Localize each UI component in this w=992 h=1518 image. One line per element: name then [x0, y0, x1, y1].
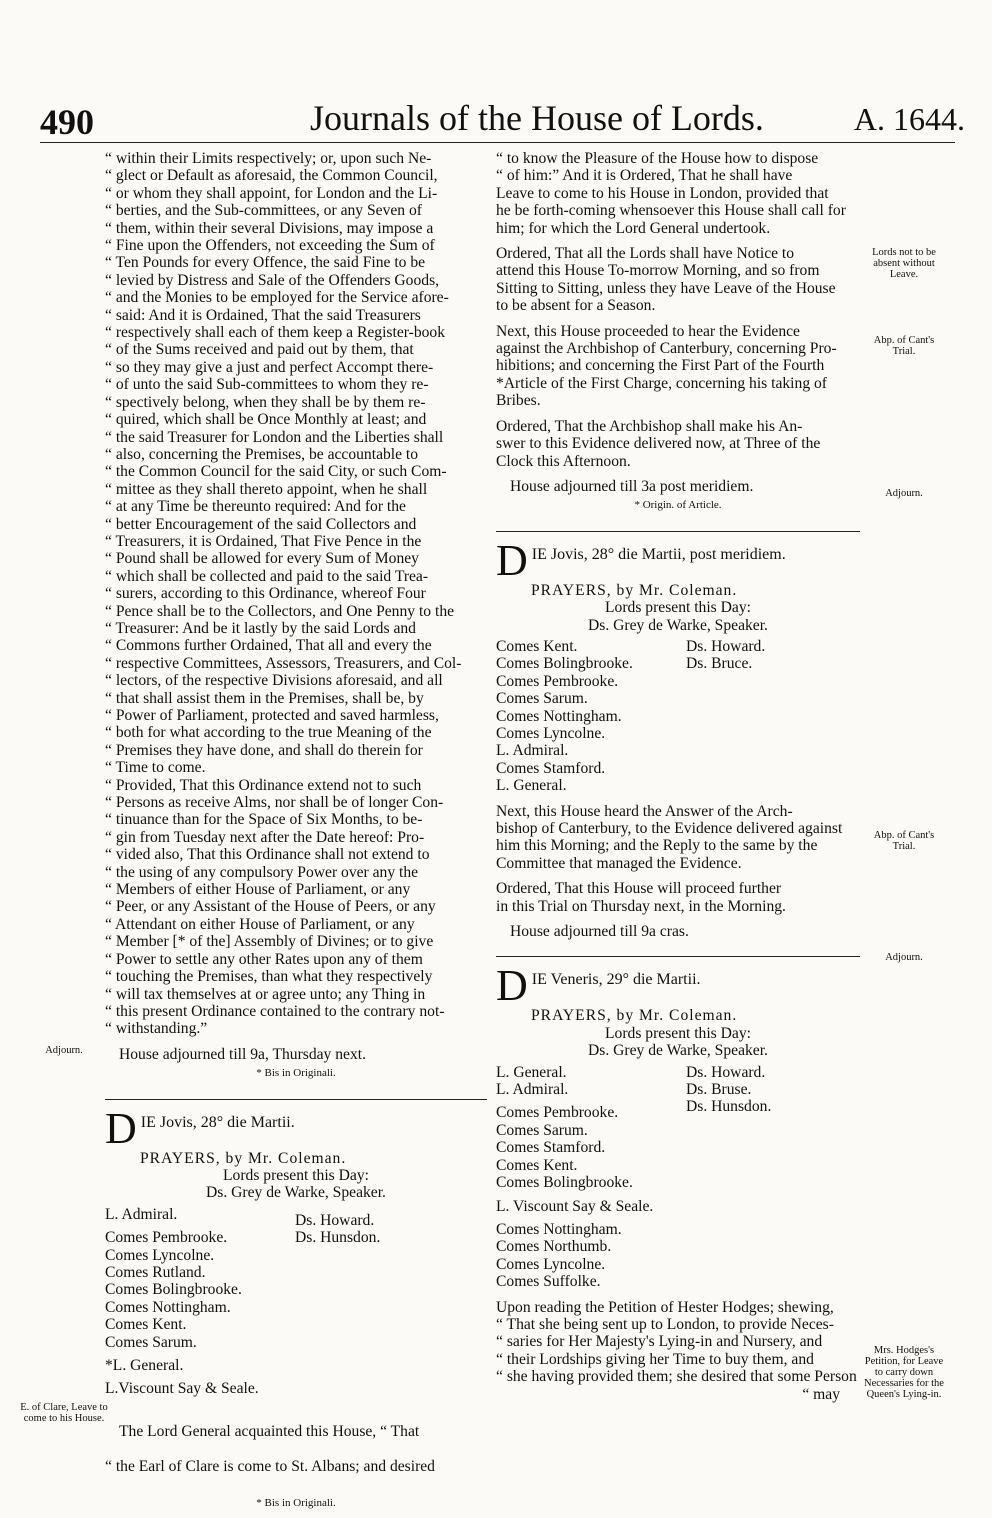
ordinance-line: “ Fine upon the Offenders, not exceeding the Sum of: [105, 237, 435, 255]
ordinance-line: “ also, concerning the Premises, be accountable to: [105, 445, 419, 463]
petition-line: “ their Lordships giving her Time to buy them, and: [496, 1350, 814, 1368]
ordinance-line: “ vided also, That this Ordinance shall not extend to: [105, 846, 430, 864]
margin-clare: E. of Clare, Leave to come to his House.: [20, 1402, 108, 1424]
lord-line: Comes Bolingbrooke.: [105, 1281, 242, 1299]
lord-line: L. General.: [496, 777, 567, 795]
year: A. 1644.: [853, 101, 965, 137]
ordinance-line: “ Premises they have done, and shall do therein for: [105, 741, 423, 759]
petition-line: “ That she being sent up to London, to provide Neces-: [496, 1315, 834, 1333]
ordered-line: in this Trial on Thursday next, in the Morning.: [496, 897, 786, 915]
lords-list-3-col-a: [496, 1064, 686, 1291]
speaker-line-2: Ds. Grey de Warke, Speaker.: [588, 616, 768, 634]
prayers-line-2: PRAYERS, by Mr. Coleman.: [531, 581, 738, 599]
lords-list-2: [496, 638, 860, 795]
evidence-paragraph: [496, 323, 860, 410]
lord-line: Ds. Howard.: [686, 1063, 766, 1081]
lord-line: L.Viscount Say & Seale.: [105, 1380, 259, 1398]
lord-line: Comes Pembrooke.: [105, 1229, 228, 1247]
evidence-line: *Article of the First Charge, concerning his taking of: [496, 374, 828, 392]
margin-adjourn-1: Adjourn.: [885, 488, 923, 499]
ordered-line: Ordered, That all the Lords shall have Notice to: [496, 245, 795, 263]
ordered-line: Ordered, That the Archbishop shall make his An-: [496, 417, 803, 435]
clare-line-1: The Lord General acquainted this House, “ That: [119, 1423, 420, 1441]
footnote-article: * Origin. of Article.: [634, 499, 722, 512]
ordered-line: Sitting to Sitting, unless they have Leave of the House: [496, 279, 836, 297]
evidence-line: Bribes.: [496, 392, 541, 410]
ordered-notice: [496, 245, 860, 315]
ordinance-line: “ better Encouragement of the said Collectors and: [105, 515, 417, 533]
lord-line: Comes Suffolke.: [496, 1273, 601, 1291]
lords-list-2-col-b: [686, 638, 860, 795]
ordinance-line: “ that shall assist them in the Premises, shall be, by: [105, 689, 424, 707]
ordinance-line: “ gin from Tuesday next after the Date hereof: Pro-: [105, 828, 425, 846]
ordinance-line: “ mittee as they shall thereto appoint, when he shall: [105, 480, 428, 498]
answer-paragraph: [496, 803, 860, 873]
lord-line: Ds. Bruse.: [686, 1081, 752, 1099]
petition-line: “ she having provided them; she desired that some Person: [496, 1368, 857, 1386]
ordinance-line: “ the said Treasurer for London and the Liberties shall: [105, 428, 444, 446]
ordinance-line: “ Member [* of the] Assembly of Divines; or to give: [105, 933, 434, 951]
clare-line: “ to know the Pleasure of the House how to dispose: [496, 150, 819, 167]
left-column: [105, 150, 487, 1512]
ordinance-text: [105, 150, 487, 1038]
lord-line: *L. General.: [105, 1357, 184, 1374]
lord-line: Comes Lyncolne.: [496, 1255, 606, 1273]
answer-line: Committee that managed the Evidence.: [496, 854, 742, 872]
ordinance-line: “ said: And it is Ordained, That the said Treasurers: [105, 306, 421, 324]
ordinance-line: “ this present Ordinance contained to the contrary not-: [105, 1002, 445, 1020]
lord-line: Comes Nottingham.: [105, 1298, 231, 1316]
lords-present-heading: Lords present this Day:: [223, 1166, 369, 1184]
lord-line: L. Viscount Say & Seale.: [496, 1197, 654, 1215]
evidence-line: hibitions; and concerning the First Part of the Fourth: [496, 357, 825, 375]
lord-line: Comes Sarum.: [496, 1121, 588, 1139]
lords-list-2-col-a: [496, 638, 686, 795]
ordered-line: Ordered, That this House will proceed further: [496, 880, 782, 898]
petition-line: “ saries for Her Majesty's Lying-in and Nursery, and: [496, 1333, 823, 1351]
ordinance-line: “ of the Sums received and paid out by them, that: [105, 341, 414, 359]
ordinance-line: “ withstanding.”: [105, 1020, 208, 1038]
drop-cap-3: D: [496, 961, 528, 1011]
lords-list-col-a: [105, 1206, 295, 1398]
ordinance-line: “ Pound shall be allowed for every Sum of Money: [105, 550, 419, 568]
ordinance-line: “ Peer, or any Assistant of the House of Peers, or any: [105, 898, 436, 916]
ordinance-line: “ at any Time be thereunto required: And for the: [105, 498, 406, 516]
drop-cap-2: D: [496, 535, 528, 585]
ordered-line: attend this House To-morrow Morning, and so from: [496, 262, 820, 280]
lord-line: Comes Nottingham.: [496, 1220, 622, 1238]
sitting3-date: IE Veneris, 29° die Martii.: [531, 971, 701, 989]
lord-line: Ds. Howard.: [686, 637, 766, 655]
lord-line: Comes Stamford.: [496, 759, 606, 777]
evidence-line: Next, this House proceeded to hear the Evidence: [496, 322, 800, 340]
petition-end: “ may: [802, 1385, 840, 1403]
ordinance-line: “ Treasurer: And be it lastly by the said Lords and: [105, 619, 416, 637]
ordinance-line: “ surers, according to this Ordinance, whereof Four: [105, 585, 426, 603]
lord-line: L. Admiral.: [496, 742, 569, 760]
lord-line: Comes Pembrooke.: [496, 672, 619, 690]
petition-line: Upon reading the Petition of Hester Hodges; shewing,: [496, 1298, 834, 1316]
ordinance-line: “ of unto the said Sub-committees to whom they re-: [105, 376, 429, 394]
right-column: [496, 150, 860, 1403]
lord-line: L. Admiral.: [105, 1205, 178, 1223]
ordinance-line: “ within their Limits respectively; or, upon such Ne-: [105, 150, 432, 167]
lords-present-heading-2: Lords present this Day:: [605, 599, 751, 617]
ordinance-line: “ touching the Premises, than what they respectively: [105, 968, 433, 986]
ordinance-line: “ Pence shall be to the Collectors, and One Penny to the: [105, 602, 455, 620]
lord-line: Ds. Bruce.: [686, 655, 753, 673]
lord-line: Comes Bolingbrooke.: [496, 1174, 633, 1192]
clare-line: he be forth-coming whensoever this House shall call for: [496, 202, 846, 220]
ordered-proceed: [496, 880, 860, 915]
clare-line-2: “ the Earl of Clare is come to St. Albans; and desired: [105, 1458, 435, 1476]
ordinance-line: “ respectively shall each of them keep a Register-book: [105, 324, 446, 342]
sitting3-heading: [496, 961, 860, 1011]
ordinance-line: “ Time to come.: [105, 759, 206, 777]
ordinance-line: “ respective Committees, Assessors, Treasurers, and Col-: [105, 654, 462, 672]
ordinance-line: “ or whom they shall appoint, for London and the Li-: [105, 184, 438, 202]
ordinance-line: “ the Common Council for the said City, or such Com-: [105, 463, 447, 481]
clare-line: him; for which the Lord General undertook.: [496, 219, 771, 237]
lord-line: Comes Northumb.: [496, 1238, 612, 1256]
ordered-line: swer to this Evidence delivered now, at Three of the: [496, 435, 821, 453]
lord-line: Comes Lyncolne.: [496, 724, 606, 742]
ordinance-line: “ the using of any compulsory Power over any the: [105, 863, 419, 881]
lords-list-col-b: [295, 1206, 487, 1398]
page-number: 490: [40, 102, 94, 142]
answer-line: him this Morning; and the Reply to the same by the: [496, 837, 818, 855]
answer-line: Next, this House heard the Answer of the Arch-: [496, 802, 793, 820]
speaker-line: Ds. Grey de Warke, Speaker.: [206, 1184, 386, 1202]
margin-trial-1: Abp. of Cant's Trial.: [873, 335, 935, 357]
lord-line: Comes Bolingbrooke.: [496, 655, 633, 673]
ordinance-line: “ Attendant on either House of Parliament, or any: [105, 915, 415, 933]
ordinance-line: “ so they may give a just and perfect Accompt there-: [105, 358, 434, 376]
margin-adjourn-2: Adjourn.: [885, 952, 923, 963]
ordinance-line: “ and the Monies to be employed for the Service afore-: [105, 289, 449, 307]
lord-line: Comes Stamford.: [496, 1139, 606, 1157]
lords-present-heading-3: Lords present this Day:: [605, 1024, 751, 1042]
section-rule-2: [496, 531, 860, 532]
adjourn-text: House adjourned till 9a, Thursday next.: [119, 1045, 366, 1063]
section-rule: [105, 1099, 487, 1100]
ordinance-line: “ levied by Distress and Sale of the Offenders Goods,: [105, 271, 440, 289]
lord-line: Comes Kent.: [496, 637, 578, 655]
lords-list-3-col-b: [686, 1064, 860, 1291]
adjourn-line-1: House adjourned till 3a post meridiem.: [510, 477, 754, 495]
margin-lords-absent: Lords not to be absent without Leave.: [872, 247, 936, 280]
clare-continuation: [496, 150, 860, 237]
lord-line: Ds. Howard.: [295, 1211, 375, 1229]
ordinance-line: “ glect or Default as aforesaid, the Common Council,: [105, 167, 438, 185]
ordinance-line: “ spectively belong, when they shall be by them re-: [105, 393, 426, 411]
answer-line: bishop of Canterbury, to the Evidence delivered against: [496, 820, 843, 837]
petition-paragraph: [496, 1299, 860, 1386]
ordinance-line: “ Treasurers, it is Ordained, That Five Pence in the: [105, 532, 422, 550]
ordinance-line: “ berties, and the Sub-committees, or any Seven of: [105, 202, 422, 220]
clare-line: Leave to come to his House in London, provided that: [496, 184, 829, 202]
ordinance-line: “ which shall be collected and paid to the said Trea-: [105, 567, 429, 585]
lord-line: L. Admiral.: [496, 1081, 569, 1099]
ordered-line: Clock this Afternoon.: [496, 452, 631, 470]
speaker-line-3: Ds. Grey de Warke, Speaker.: [588, 1042, 768, 1060]
lord-line: Comes Lyncolne.: [105, 1246, 215, 1264]
sitting-heading: [105, 1103, 487, 1153]
ordinance-line: “ will tax themselves at or agree unto; any Thing in: [105, 985, 426, 1003]
ordinance-line: “ Power of Parliament, protected and saved harmless,: [105, 707, 439, 724]
ordered-answer: [496, 418, 860, 470]
adjourn-line-2: House adjourned till 9a cras.: [510, 923, 689, 941]
section-rule-3: [496, 956, 860, 957]
lord-line: Comes Nottingham.: [496, 707, 622, 725]
sitting2-date: IE Jovis, 28° die Martii, post meridiem.: [531, 545, 786, 563]
clare-line: “ of him:” And it is Ordered, That he shall have: [496, 167, 793, 185]
margin-petition: Mrs. Hodges's Petition, for Leave to carry down Necessaries for the Queen's Lying-in.: [864, 1345, 944, 1400]
sitting2-heading: [496, 535, 860, 585]
footnote-bis-2: * Bis in Originali.: [256, 1496, 336, 1509]
lord-line: Comes Kent.: [105, 1316, 187, 1334]
header-rule: [40, 142, 955, 143]
ordinance-line: “ them, within their several Divisions, may impose a: [105, 219, 434, 237]
lord-line: Comes Sarum.: [496, 690, 588, 708]
ordinance-line: “ Members of either House of Parliament, or any: [105, 881, 411, 899]
footnote-bis-1: * Bis in Originali.: [256, 1067, 336, 1080]
sitting-date: IE Jovis, 28° die Martii.: [140, 1113, 295, 1131]
ordinance-line: “ lectors, of the respective Divisions aforesaid, and all: [105, 672, 443, 690]
ordinance-line: “ Power to settle any other Rates upon any of them: [105, 950, 423, 968]
lords-list: [105, 1206, 487, 1398]
prayers-line-3: PRAYERS, by Mr. Coleman.: [531, 1007, 738, 1025]
page-header: [30, 95, 970, 145]
ordered-line: to be absent for a Season.: [496, 297, 656, 315]
ordinance-line: “ Ten Pounds for every Offence, the said Fine to be: [105, 254, 426, 272]
lord-line: Comes Rutland.: [105, 1263, 206, 1281]
lord-line: Ds. Hunsdon.: [686, 1098, 772, 1116]
prayers-line: PRAYERS, by Mr. Coleman.: [140, 1149, 347, 1167]
margin-adjourn: Adjourn.: [45, 1045, 83, 1056]
drop-cap: D: [105, 1103, 137, 1153]
evidence-line: against the Archbishop of Canterbury, concerning Pro-: [496, 340, 837, 358]
lord-line: L. General.: [496, 1063, 567, 1081]
lord-line: Comes Sarum.: [105, 1333, 197, 1351]
ordinance-line: “ Commons further Ordained, That all and every the: [105, 637, 432, 655]
ordinance-line: “ both for what according to the true Meaning of the: [105, 724, 432, 742]
clare-paragraph: [105, 1406, 487, 1493]
lord-line: Ds. Hunsdon.: [295, 1229, 381, 1247]
lord-line: Comes Pembrooke.: [496, 1104, 619, 1122]
lords-list-3: [496, 1064, 860, 1291]
ordinance-line: “ Persons as receive Alms, nor shall be of longer Con-: [105, 794, 444, 812]
ordinance-line: “ Provided, That this Ordinance extend not to such: [105, 776, 422, 794]
lord-line: Comes Kent.: [496, 1156, 578, 1174]
running-title: Journals of the House of Lords.: [310, 98, 764, 138]
ordinance-line: “ tinuance than for the Space of Six Months, to be-: [105, 811, 423, 829]
margin-trial-2: Abp. of Cant's Trial.: [873, 830, 935, 852]
ordinance-line: “ quired, which shall be Once Monthly at least; and: [105, 411, 427, 429]
adjourn-line-left: [105, 1046, 487, 1063]
